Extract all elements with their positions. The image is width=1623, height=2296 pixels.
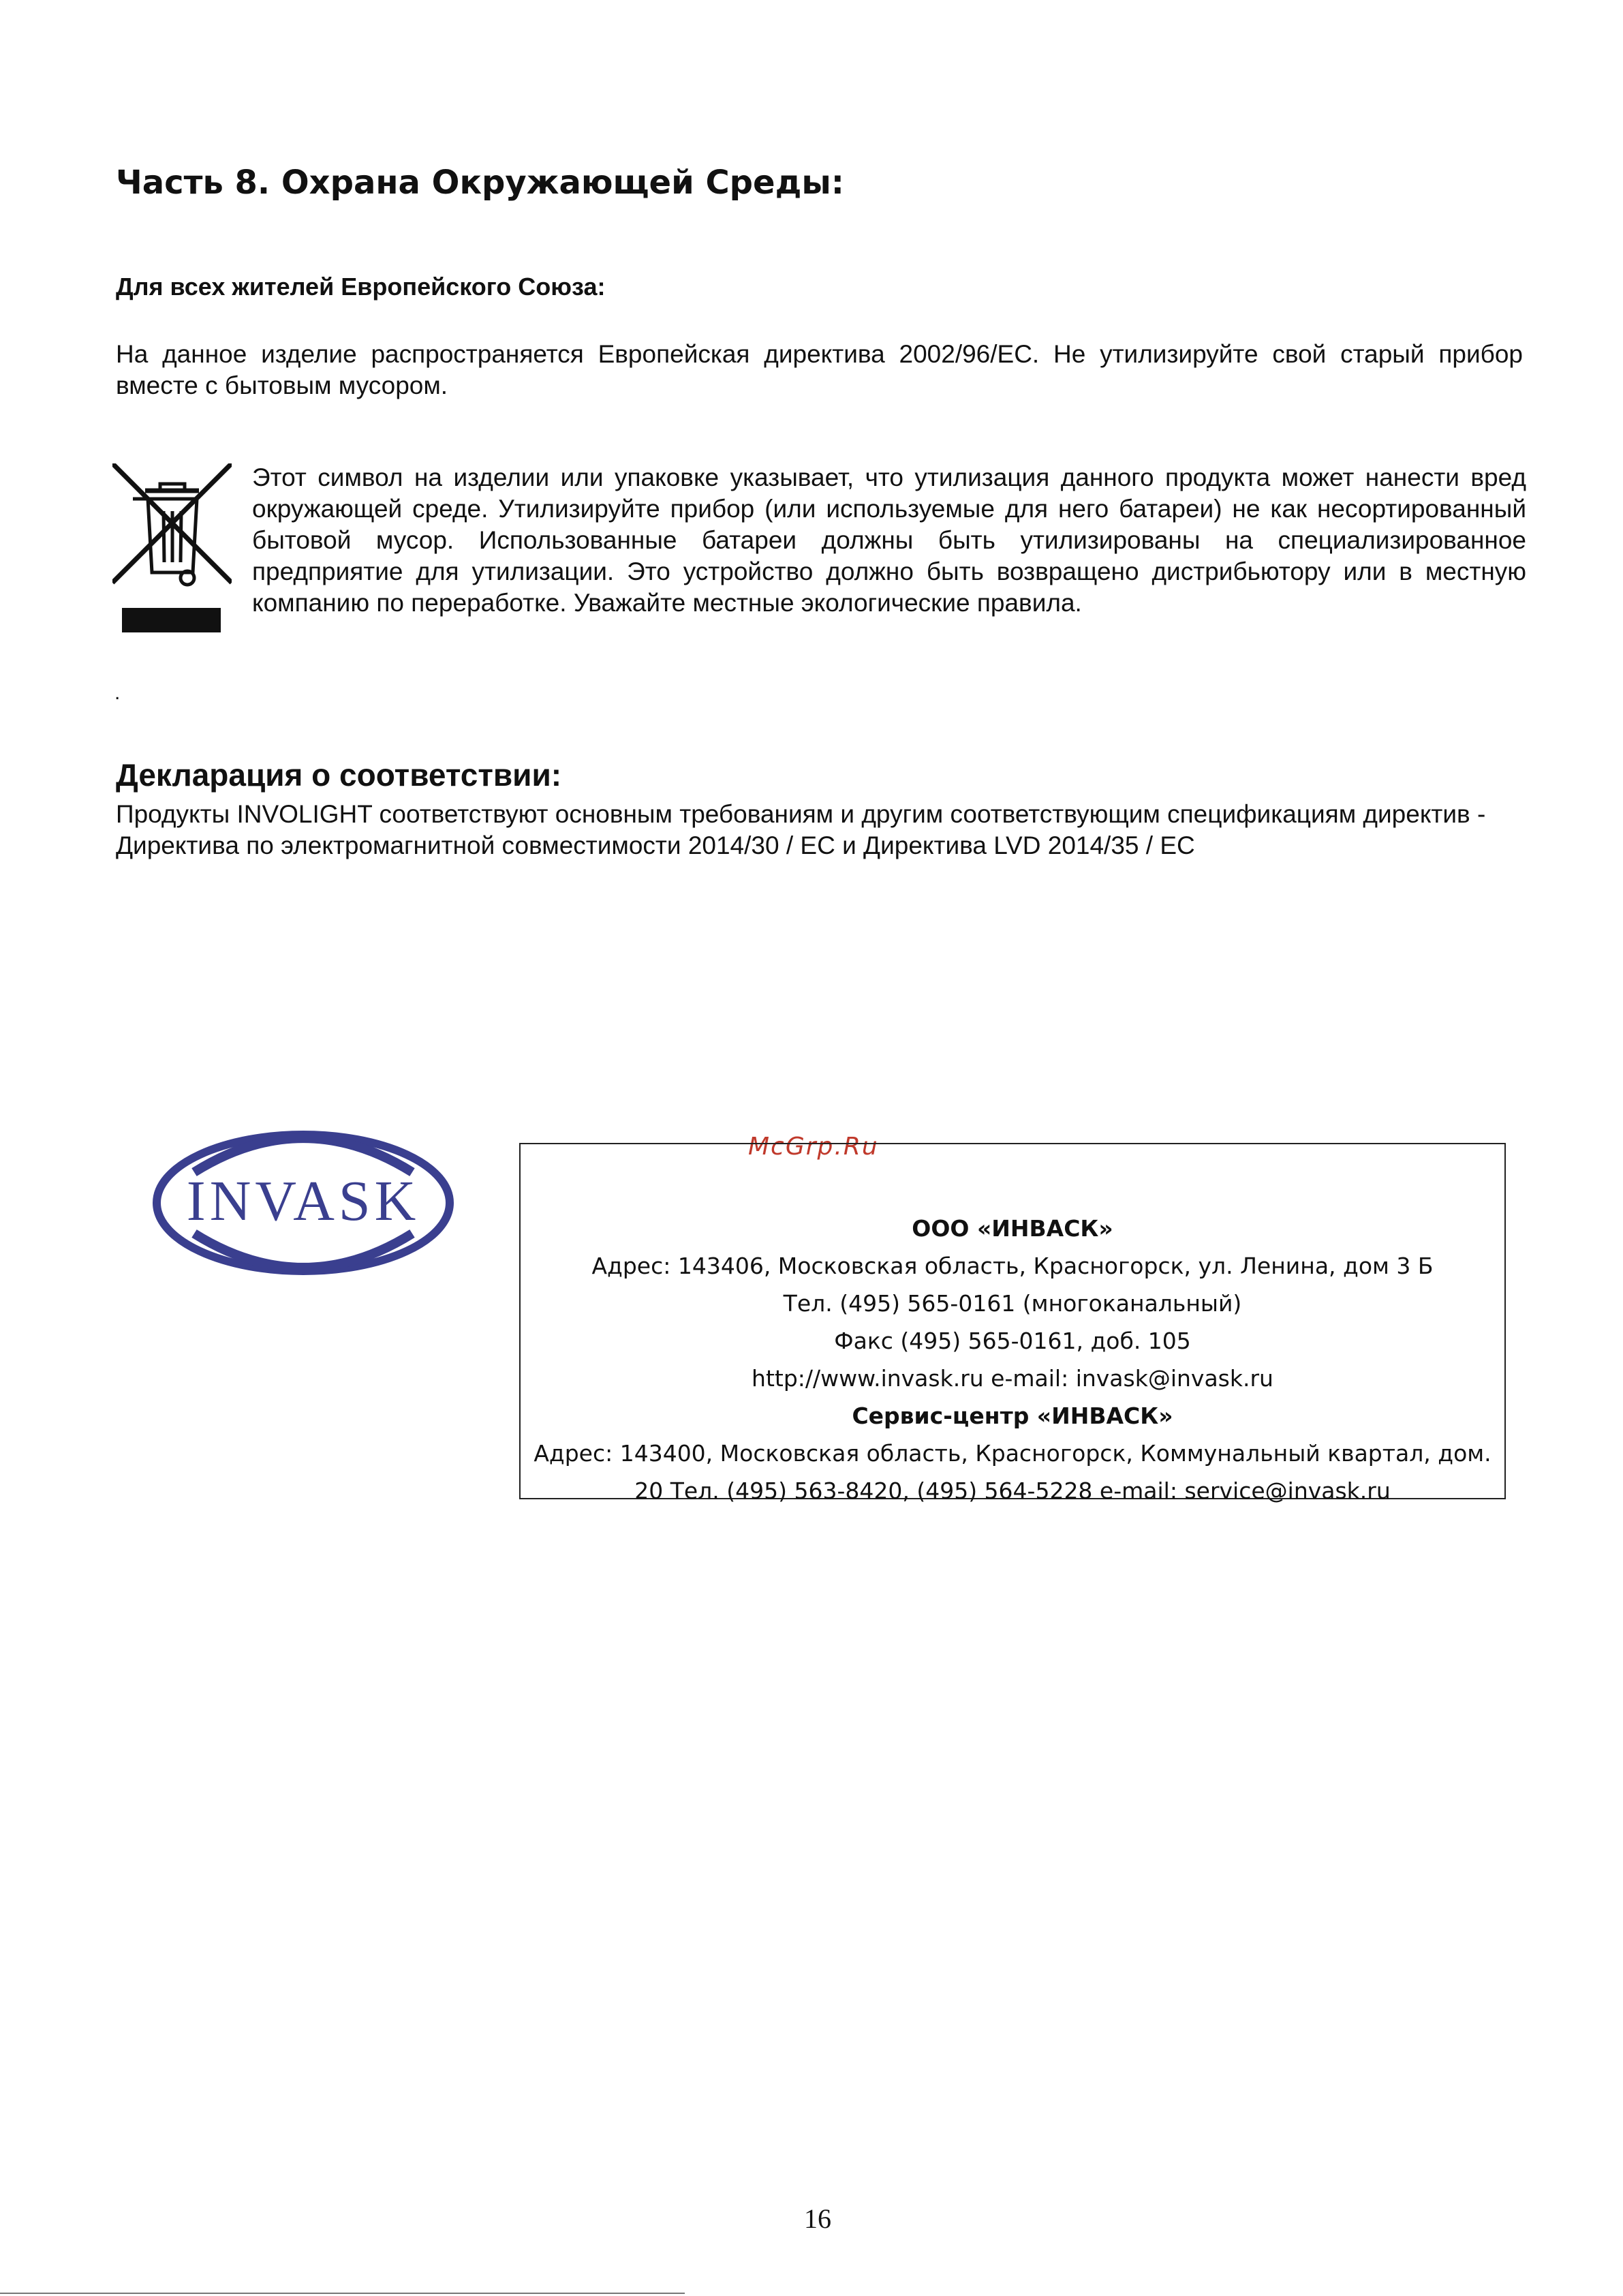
company-web-email: http://www.invask.ru e-mail: invask@invask.ru [752,1365,1273,1392]
service-center-title: Сервис-центр «ИНВАСК» [852,1403,1173,1429]
footer-divider [0,2293,685,2294]
page-number: 16 [804,2203,831,2234]
logo-text: INVASK [186,1169,420,1233]
stray-dot: . [114,682,121,704]
company-name: ООО «ИНВАСК» [912,1215,1113,1242]
contact-info-box [519,1143,1506,1504]
declaration-paragraph: Продукты INVOLIGHT соответствуют основным требованиям и другим соответствующим спецификациям директив - Директива по электромагнитной совместимости 2014/30 / ЕС и Директива LVD 2014/35 / ЕС [116,800,1486,859]
service-address-line-1: Адрес: 143400, Московская область, Красногорск, Коммунальный квартал, дом. [534,1440,1491,1467]
invask-logo [146,1107,460,1298]
service-address-line-2: 20 Тел. (495) 563-8420, (495) 564-5228 e-mail: service@invask.ru [634,1478,1391,1504]
watermark-text: McGrp.Ru [748,1133,879,1161]
declaration-heading: Декларация о соответствии: [116,757,562,793]
company-phone: Тел. (495) 565-0161 (многоканальный) [783,1290,1242,1317]
company-address: Адрес: 143406, Московская область, Красногорск, ул. Ленина, дом 3 Б [591,1253,1434,1279]
weee-crossed-bin-icon [112,463,232,634]
eu-directive-paragraph: На данное изделие распространяется Европейская директива 2002/96/EC. Не утилизируйте свой старый прибор вместе с бытовым мусором. [116,340,1523,399]
section-title: Часть 8. Охрана Окружающей Среды: [116,164,844,202]
weee-symbol-paragraph: Этот символ на изделии или упаковке указывает, что утилизация данного продукта может нанести вред окружающей среде. Утилизируйте прибор (или используемые для него батареи) не как несортированный бытовой мусор. Использованные батареи должны быть утилизированы на специализированное предприятие для утилизации. Это устройство должно быть возвращено дистрибьютору или в местную компанию по переработке. Уважайте местные экологические правила. [252,463,1526,617]
company-fax: Факс (495) 565-0161, доб. 105 [834,1328,1191,1354]
eu-residents-heading: Для всех жителей Европейского Союза: [116,273,606,301]
